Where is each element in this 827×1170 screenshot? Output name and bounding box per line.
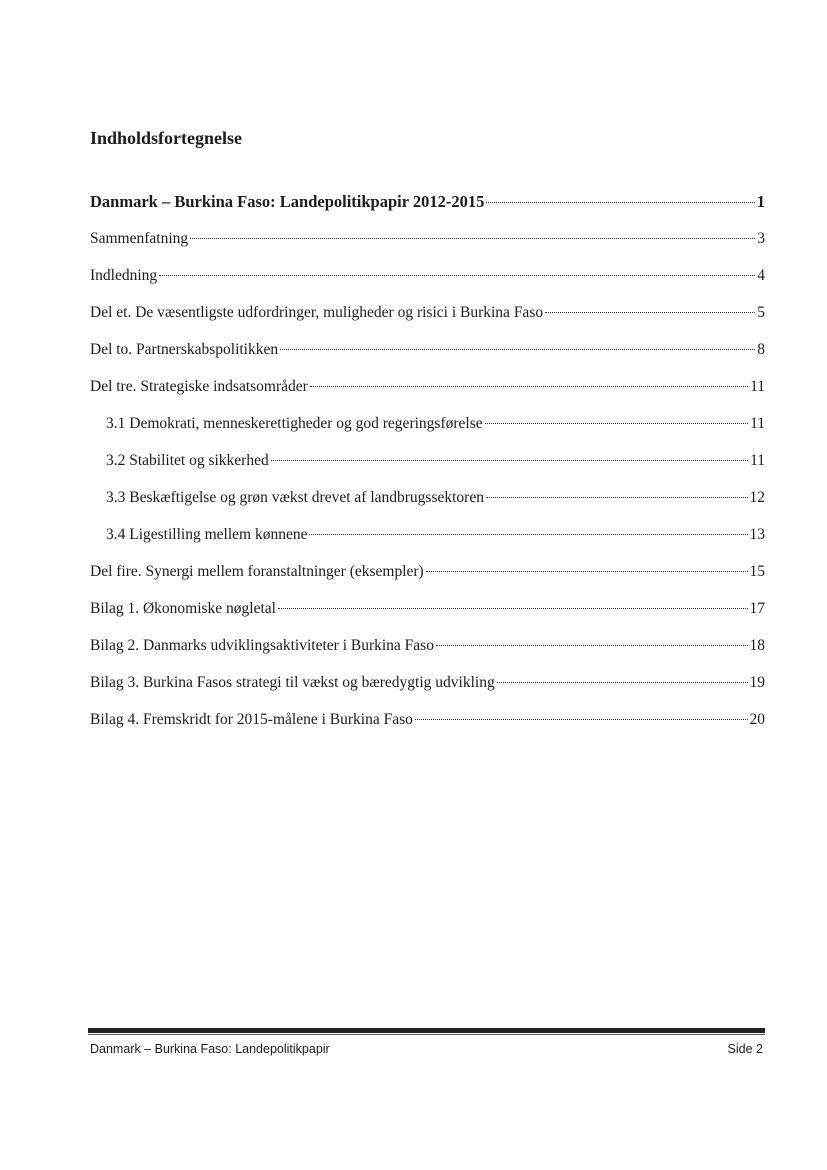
toc-entry-label: 3.1 Demokrati, menneskerettigheder og god regeringsførelse bbox=[106, 415, 483, 432]
toc-entry-page: 4 bbox=[757, 267, 765, 284]
toc-leader bbox=[271, 460, 748, 461]
footer-rule bbox=[88, 1028, 765, 1033]
toc-leader bbox=[159, 275, 755, 276]
toc-leader bbox=[545, 312, 755, 313]
toc-leader bbox=[486, 497, 748, 498]
toc-entry-label: Del et. De væsentligste udfordringer, muligheder og risici i Burkina Faso bbox=[90, 304, 544, 321]
toc-entry[interactable] bbox=[90, 525, 765, 545]
toc-entry-label: 3.2 Stabilitet og sikkerhed bbox=[106, 452, 269, 469]
toc-leader bbox=[436, 645, 748, 646]
toc-entry[interactable] bbox=[90, 673, 765, 693]
toc-entry-label: Del to. Partnerskabspolitikken bbox=[90, 341, 279, 358]
toc-entry-page: 18 bbox=[749, 637, 765, 654]
toc-entry-label: 3.4 Ligestilling mellem kønnene bbox=[106, 526, 308, 543]
toc-entry-page: 11 bbox=[750, 378, 765, 395]
toc-entry-page: 11 bbox=[750, 452, 765, 469]
toc-entry-page: 11 bbox=[750, 415, 765, 432]
toc-leader bbox=[486, 202, 754, 203]
toc-entry[interactable] bbox=[90, 636, 765, 656]
toc-leader bbox=[309, 534, 747, 535]
toc-entry-label: Bilag 3. Burkina Fasos strategi til vækst og bæredygtig udvikling bbox=[90, 674, 495, 691]
toc-entry-label: Bilag 4. Fremskridt for 2015-målene i Burkina Faso bbox=[90, 711, 413, 728]
toc-entry-page: 1 bbox=[756, 192, 765, 211]
toc-leader bbox=[426, 571, 748, 572]
toc-leader bbox=[485, 423, 748, 424]
toc-entry[interactable] bbox=[90, 414, 765, 434]
toc-entry-page: 15 bbox=[749, 563, 765, 580]
toc-entry[interactable] bbox=[90, 266, 765, 286]
toc-entry-page: 8 bbox=[757, 341, 765, 358]
toc-entry-label: Del tre. Strategiske indsatsområder bbox=[90, 378, 308, 395]
toc-entry-label: Bilag 1. Økonomiske nøgletal bbox=[90, 600, 276, 617]
toc-entry-page: 20 bbox=[749, 711, 765, 728]
table-of-contents bbox=[90, 0, 765, 1000]
toc-leader bbox=[310, 386, 748, 387]
toc-entry[interactable] bbox=[90, 451, 765, 471]
toc-entry-page: 12 bbox=[749, 489, 765, 506]
toc-entry-label: Del fire. Synergi mellem foranstaltninger (eksempler) bbox=[90, 563, 424, 580]
toc-entry[interactable] bbox=[90, 488, 765, 508]
footer-rule-thin bbox=[88, 1034, 765, 1035]
toc-entry-page: 5 bbox=[757, 304, 765, 321]
toc-entry[interactable] bbox=[90, 599, 765, 619]
toc-heading: Indholdsfortegnelse bbox=[90, 128, 243, 148]
toc-entry-label: Indledning bbox=[90, 267, 158, 284]
toc-entry[interactable] bbox=[90, 303, 765, 323]
toc-entry[interactable] bbox=[90, 192, 765, 212]
toc-entry-page: 3 bbox=[757, 230, 765, 247]
toc-entry-page: 19 bbox=[749, 674, 765, 691]
toc-leader bbox=[497, 682, 748, 683]
toc-leader bbox=[280, 349, 755, 350]
toc-entry-page: 17 bbox=[749, 600, 765, 617]
toc-entry[interactable] bbox=[90, 710, 765, 730]
toc-entry[interactable] bbox=[90, 340, 765, 360]
toc-entry-label: 3.3 Beskæftigelse og grøn vækst drevet af landbrugssektoren bbox=[106, 489, 484, 506]
footer-page-number: Side 2 bbox=[727, 1042, 763, 1056]
footer-document-title: Danmark – Burkina Faso: Landepolitikpapir bbox=[90, 1042, 330, 1056]
toc-entry[interactable] bbox=[90, 562, 765, 582]
toc-entry-page: 13 bbox=[749, 526, 765, 543]
toc-entry[interactable] bbox=[90, 377, 765, 397]
toc-entry-label: Bilag 2. Danmarks udviklingsaktiviteter i Burkina Faso bbox=[90, 637, 434, 654]
toc-leader bbox=[278, 608, 748, 609]
toc-leader bbox=[415, 719, 748, 720]
toc-entry-label: Sammenfatning bbox=[90, 230, 189, 247]
toc-entry-label: Danmark – Burkina Faso: Landepolitikpapir 2012-2015 bbox=[90, 192, 485, 211]
toc-leader bbox=[190, 238, 755, 239]
toc-entry[interactable] bbox=[90, 229, 765, 249]
